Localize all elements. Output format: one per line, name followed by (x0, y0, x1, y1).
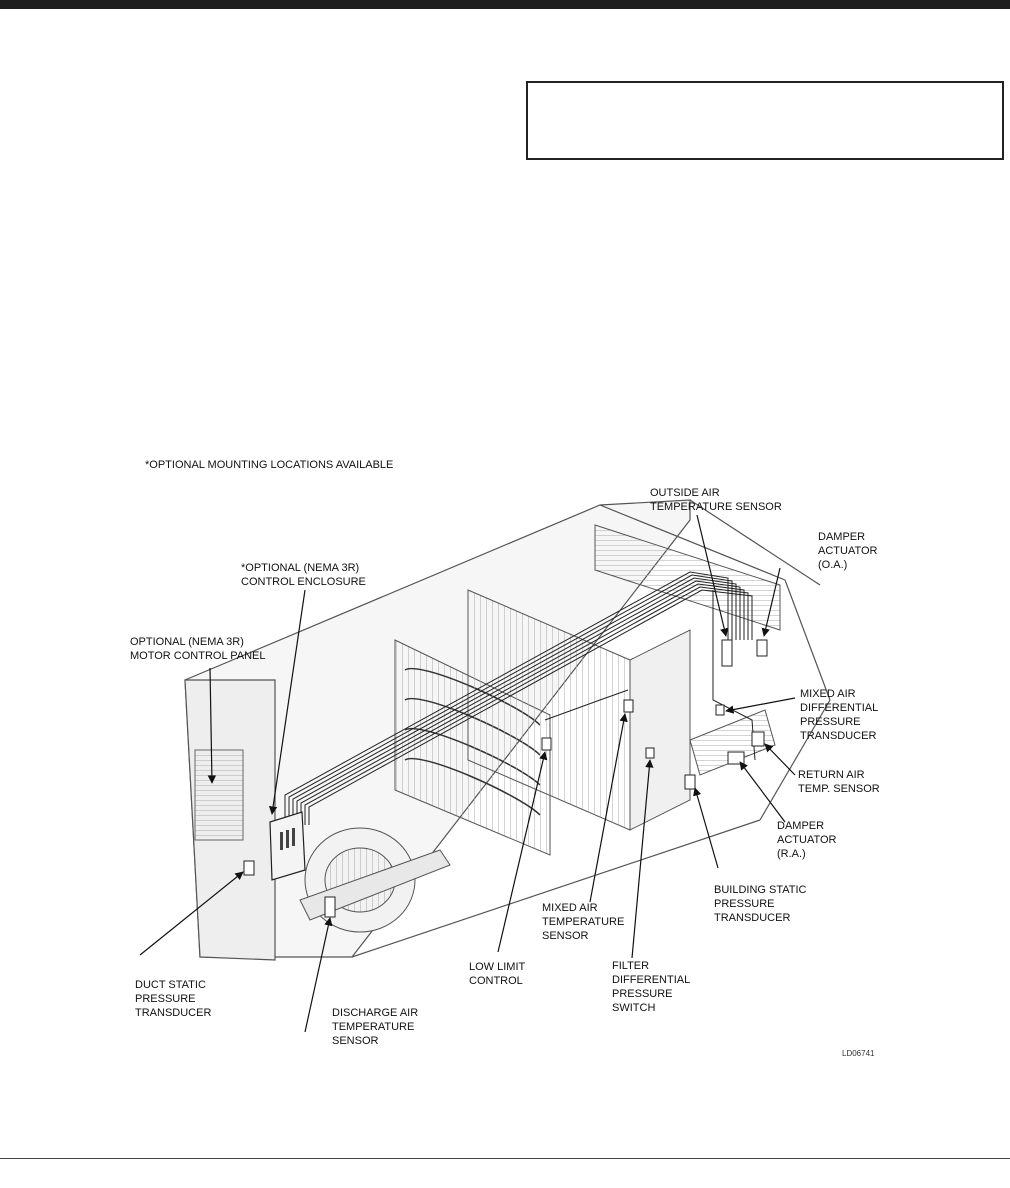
label-duct-static-transducer: DUCT STATIC PRESSURE TRANSDUCER (135, 979, 212, 1019)
label-damper-actuator-oa: DAMPER ACTUATOR (O.A.) (818, 531, 878, 571)
label-discharge-air-temp-sensor: DISCHARGE AIR TEMPERATURE SENSOR (332, 1007, 419, 1047)
optional-mounting-note: *OPTIONAL MOUNTING LOCATIONS AVAILABLE (145, 459, 394, 471)
label-filter-dp-switch: FILTER DIFFERENTIAL PRESSURE SWITCH (612, 960, 690, 1014)
figure-reference: LD06741 (842, 1049, 875, 1058)
bottom-rule (0, 1158, 1010, 1159)
label-motor-control-panel: OPTIONAL (NEMA 3R) MOTOR CONTROL PANEL (130, 636, 266, 662)
motor-control-panel (195, 750, 243, 840)
control-enclosure (270, 812, 305, 880)
label-mixed-air-dp-transducer: MIXED AIR DIFFERENTIAL PRESSURE TRANSDUCER (800, 688, 878, 742)
label-return-air-temp-sensor: RETURN AIR TEMP. SENSOR (798, 769, 880, 795)
label-low-limit-control: LOW LIMIT CONTROL (469, 961, 526, 987)
label-outside-air-temp-sensor: OUTSIDE AIR TEMPERATURE SENSOR (650, 487, 782, 513)
label-control-enclosure: *OPTIONAL (NEMA 3R) CONTROL ENCLOSURE (241, 562, 366, 588)
label-mixed-air-temp-sensor: MIXED AIR TEMPERATURE SENSOR (542, 902, 625, 942)
label-damper-actuator-ra: DAMPER ACTUATOR (R.A.) (777, 820, 837, 860)
label-building-static-transducer: BUILDING STATIC PRESSURE TRANSDUCER (714, 884, 807, 924)
